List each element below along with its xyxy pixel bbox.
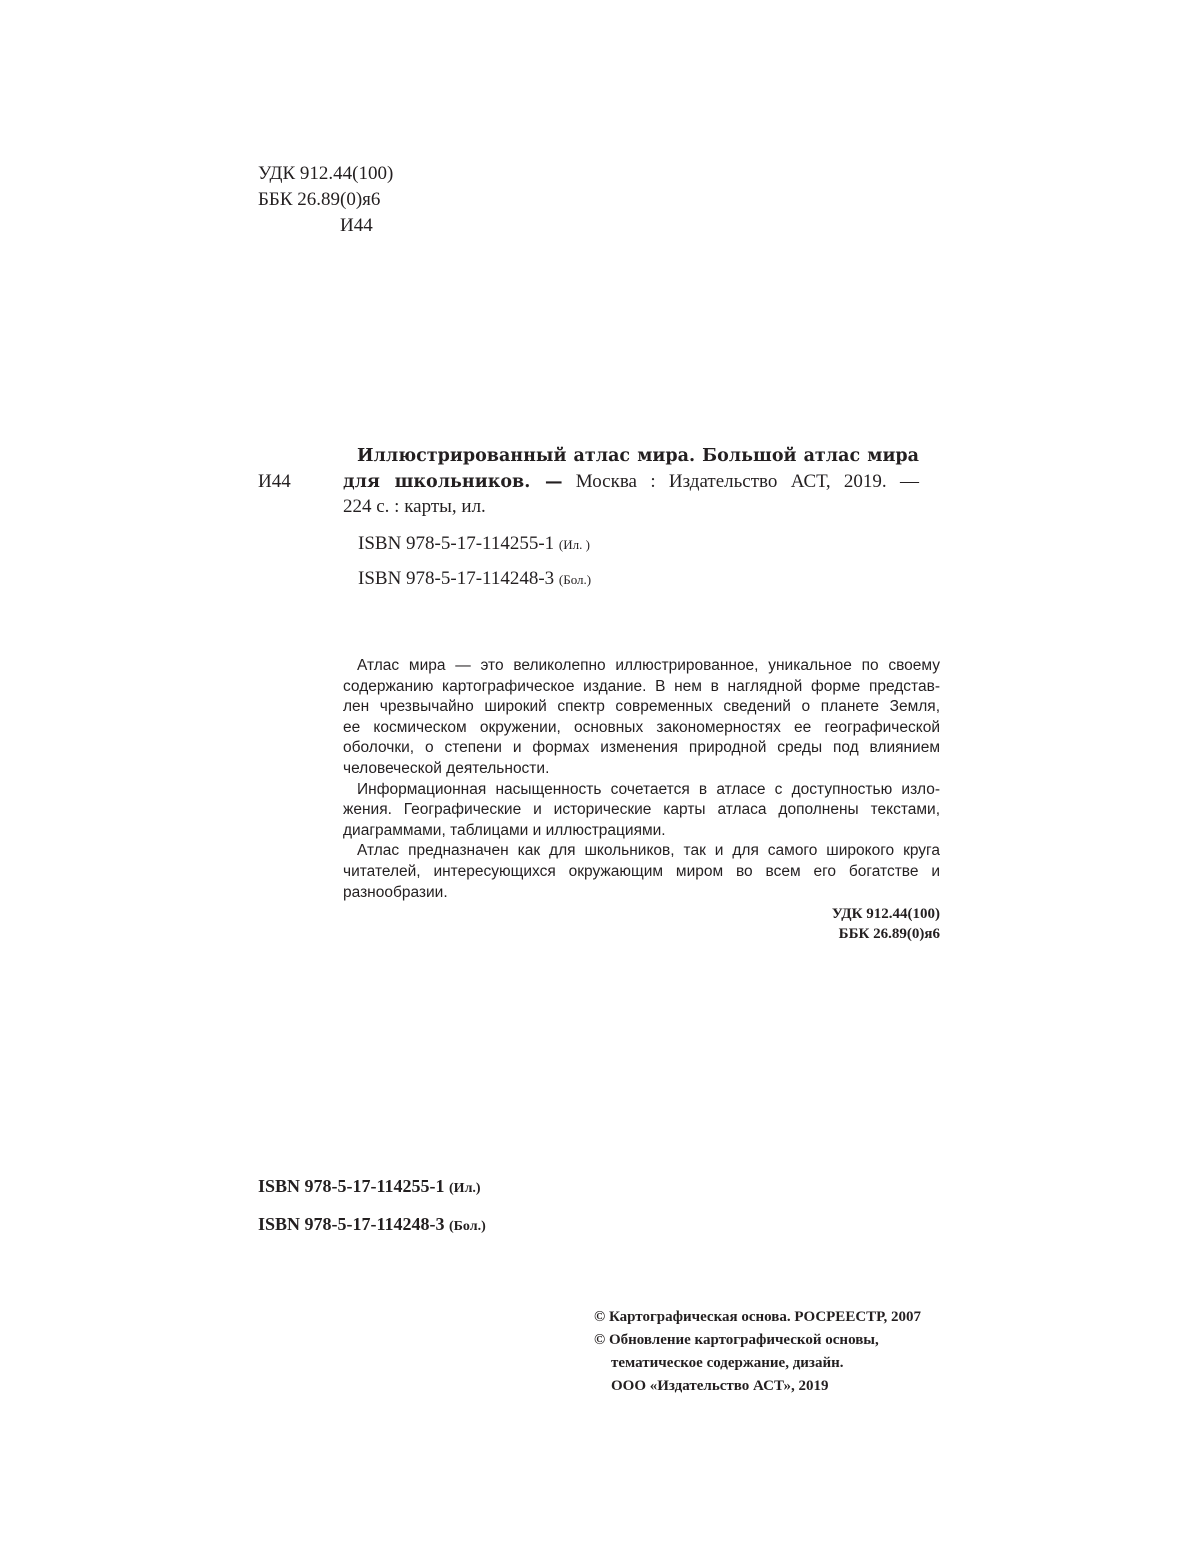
publisher-info: Москва : Издательство АСТ, 2019. — — [575, 471, 919, 492]
isbn-1 — [358, 533, 590, 555]
annotation-bbk: ББК 26.89(0)я6 — [838, 926, 940, 942]
annotation-line: разнообразии. — [343, 883, 448, 901]
isbn-2-number: ISBN 978-5-17-114248-3 — [358, 568, 555, 589]
copyright-line-4: ООО «Издательство АСТ», 2019 — [611, 1378, 829, 1394]
annotation-line: ее космическом окружении, основных закономерностях ее географической — [343, 718, 940, 736]
isbn-2 — [358, 568, 591, 590]
title-line2-bold: для школьников. — — [343, 472, 563, 492]
copyright-line-2: © Обновление картографической основы, — [594, 1332, 879, 1348]
book-title-line2 — [343, 471, 919, 493]
isbn-2-note: (Бол.) — [558, 572, 592, 587]
annotation-line: диаграммами, таблицами и иллюстрациями. — [343, 821, 666, 839]
annotation-udk: УДК 912.44(100) — [831, 906, 940, 922]
isbn-1-number: ISBN 978-5-17-114255-1 — [358, 533, 555, 554]
isbn-block-2 — [258, 1214, 486, 1235]
isbn-block-2-number: ISBN 978-5-17-114248-3 — [258, 1214, 445, 1234]
isbn-1-note: (Ил. ) — [558, 537, 590, 552]
bbk-code: ББК 26.89(0)я6 — [258, 189, 381, 210]
udk-code: УДК 912.44(100) — [258, 163, 394, 184]
annotation-line: лен чрезвычайно широкий спектр современных сведений о планете Земля, — [343, 698, 940, 716]
copyright-line-1: © Картографическая основа. РОСРЕЕСТР, 2007 — [594, 1309, 921, 1325]
isbn-block-1-note: (Ил.) — [449, 1181, 481, 1196]
annotation-line: Атлас предназначен как для школьников, так и для самого широкого круга — [357, 842, 940, 860]
pages-info: 224 с. : карты, ил. — [343, 496, 486, 517]
annotation-line: Атлас мира — это великолепно иллюстрированное, уникальное по своему — [357, 657, 940, 674]
isbn-block-2-note: (Бол.) — [449, 1219, 486, 1234]
book-title-line1: Иллюстрированный атлас мира. Большой атлас мира — [357, 446, 919, 466]
annotation-line: человеческой деятельности. — [343, 760, 550, 777]
annotation-line: читателей, интересующихся окружающим миром во всем его богатстве и — [343, 863, 940, 880]
annotation-line: Информационная насыщенность сочетается в атласе с доступностью изло- — [357, 780, 940, 798]
annotation-line: жения. Географические и исторические карты атласа дополнены текстами, — [343, 801, 940, 819]
bib-author-mark: И44 — [258, 471, 291, 492]
isbn-block-1 — [258, 1176, 481, 1197]
author-mark: И44 — [340, 215, 373, 236]
copyright-line-3: тематическое содержание, дизайн. — [611, 1355, 844, 1371]
annotation-line: содержанию картографическое издание. В нем в наглядной форме представ- — [343, 677, 940, 695]
isbn-block-1-number: ISBN 978-5-17-114255-1 — [258, 1176, 445, 1196]
annotation-line: оболочки, о степени и формах изменения природной среды под влиянием — [343, 739, 940, 757]
